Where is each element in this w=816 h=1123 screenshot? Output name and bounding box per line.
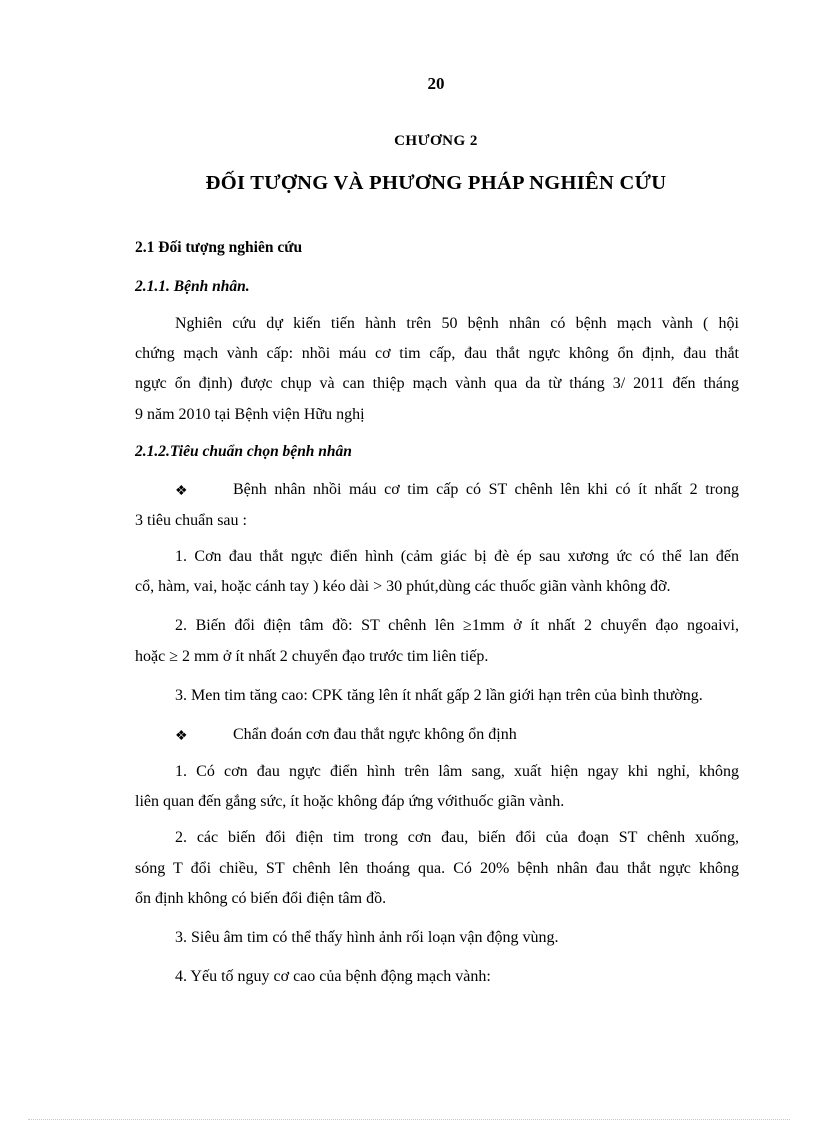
- bullet-text: Chẩn đoán cơn đau thắt ngực không ổn định: [233, 726, 517, 743]
- paragraph-line: chứng mạch vành cấp: nhồi máu cơ tim cấp, đau thắt ngực không ổn định, đau thắt: [135, 345, 739, 362]
- bullet-text: Bệnh nhân nhồi máu cơ tim cấp có ST chênh lên khi có ít nhất 2 trong: [233, 481, 739, 498]
- criterion-line: ổn định không có biến đổi điện tâm đồ.: [135, 890, 387, 907]
- section-heading-2-1: 2.1 Đối tượng nghiên cứu: [135, 239, 303, 256]
- criterion-line: 2. Biến đổi điện tâm đồ: ST chênh lên ≥1mm ở ít nhất 2 chuyển đạo ngoaivi,: [175, 617, 739, 634]
- criterion-line: sóng T đổi chiều, ST chênh lên thoáng qua. Có 20% bệnh nhân đau thắt ngực không: [135, 860, 739, 877]
- criterion-line: hoặc ≥ 2 mm ở ít nhất 2 chuyển đạo trước tim liên tiếp.: [135, 648, 489, 665]
- page-bottom-divider: [28, 1119, 790, 1120]
- subsection-heading-2-1-2: 2.1.2.Tiêu chuẩn chọn bệnh nhân: [135, 443, 352, 460]
- criterion-line: cổ, hàm, vai, hoặc cánh tay ) kéo dài > 30 phút,dùng các thuốc giãn vành không đỡ.: [135, 578, 671, 595]
- paragraph-line: ngực ổn định) được chụp và can thiệp mạch vành qua da từ tháng 3/ 2011 đến tháng: [135, 375, 739, 392]
- criterion-line: liên quan đến gắng sức, ít hoặc không đáp ứng vớithuốc giãn vành.: [135, 793, 565, 810]
- subsection-heading-2-1-1: 2.1.1. Bệnh nhân.: [135, 278, 250, 295]
- criterion-line: 3. Siêu âm tim có thể thấy hình ảnh rối loạn vận động vùng.: [175, 929, 559, 946]
- criterion-line: 1. Cơn đau thắt ngực điển hình (cảm giác bị đè ép sau xương ức có thể lan đến: [175, 548, 739, 565]
- criterion-line: 4. Yếu tố nguy cơ cao của bệnh động mạch vành:: [175, 968, 491, 985]
- criterion-line: 2. các biến đổi điện tim trong cơn đau, biến đổi của đoạn ST chênh xuống,: [175, 829, 739, 846]
- criterion-line: 1. Có cơn đau ngực điển hình trên lâm sang, xuất hiện ngay khi nghỉ, không: [175, 763, 739, 780]
- page-number: 20: [427, 74, 445, 93]
- chapter-title: ĐỐI TƯỢNG VÀ PHƯƠNG PHÁP NGHIÊN CỨU: [205, 172, 667, 194]
- criterion-line: 3. Men tim tăng cao: CPK tăng lên ít nhất gấp 2 lần giới hạn trên của bình thường.: [175, 687, 703, 704]
- paragraph-line: 9 năm 2010 tại Bệnh viện Hữu nghị: [135, 406, 365, 423]
- diamond-bullet-icon: ❖: [175, 729, 188, 744]
- chapter-label: CHƯƠNG 2: [394, 133, 478, 149]
- paragraph-line: Nghiên cứu dự kiến tiến hành trên 50 bệnh nhân có bệnh mạch vành ( hội: [175, 315, 739, 332]
- bullet-text-continuation: 3 tiêu chuẩn sau :: [135, 512, 247, 529]
- diamond-bullet-icon: ❖: [175, 484, 188, 499]
